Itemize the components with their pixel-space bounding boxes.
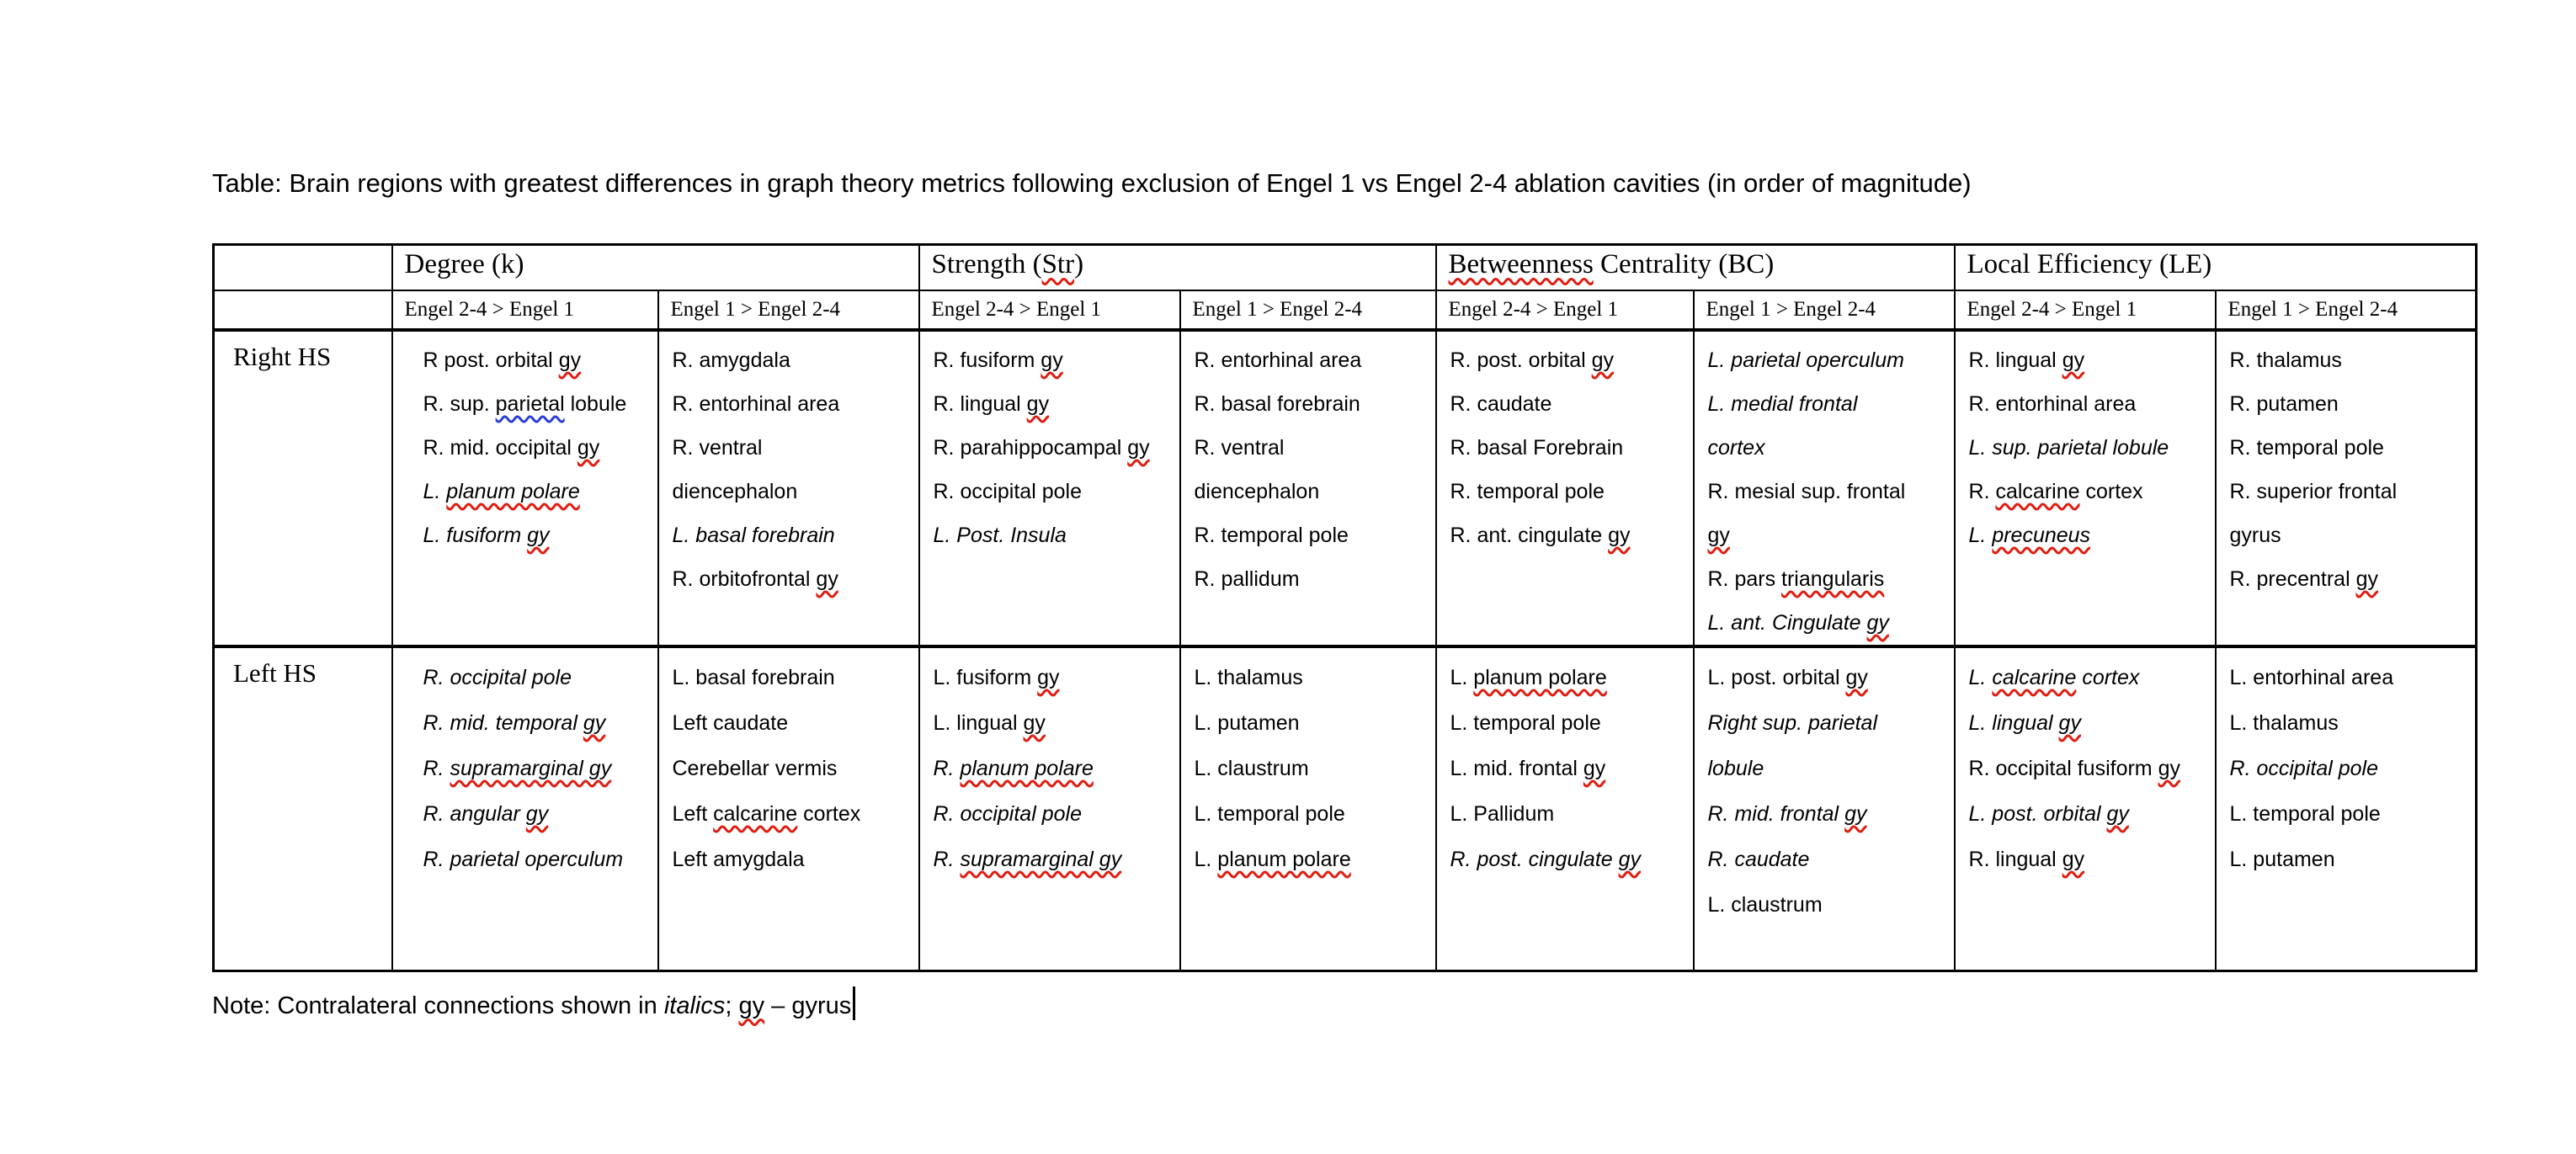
misspelled-text: planum polare: [1473, 665, 1607, 689]
text-run: Local Efficiency (LE): [1967, 249, 2212, 279]
text-run: R. occipital pole: [2229, 756, 2378, 780]
region-item: [673, 837, 918, 882]
text-run: R. orbitofrontal: [672, 566, 817, 591]
text-run: L. lingual: [933, 710, 1024, 735]
region-item: [423, 700, 657, 746]
region-item: [1708, 791, 1954, 837]
region-item: [423, 338, 657, 382]
table-cell: [392, 646, 658, 971]
column-header-betweenness-centrality: [1436, 245, 1955, 290]
table-cell: [1180, 646, 1436, 971]
misspelled-text: gy: [1041, 348, 1063, 372]
text-run: Left: [672, 801, 714, 826]
region-item: [1708, 470, 1954, 513]
region-item: [1450, 470, 1693, 513]
region-item: [2230, 426, 2476, 470]
text-run: R. mid. occipital: [423, 435, 577, 460]
misspelled-text: gy: [2355, 566, 2378, 591]
text-run: R. mid. temporal: [423, 710, 583, 735]
region-item: [673, 700, 918, 746]
region-item: [934, 382, 1179, 426]
text-run: L. temporal pole: [2229, 801, 2381, 826]
region-item: [1450, 513, 1693, 557]
region-item: [1708, 426, 1954, 470]
region-item: [934, 426, 1179, 470]
text-run: R. basal forebrain: [1194, 391, 1360, 416]
text-run: L. lingual: [1968, 710, 2059, 735]
corner-cell: [214, 245, 392, 290]
region-item: [2230, 837, 2476, 882]
text-run: L.: [1450, 665, 1474, 689]
text-run: R. ventral: [672, 435, 763, 460]
misspelled-text: Str: [1041, 249, 1075, 279]
misspelled-text: gy: [577, 435, 600, 460]
text-run: Strength (: [931, 249, 1042, 279]
region-item: [1450, 382, 1693, 426]
region-item: [423, 513, 657, 557]
region-item: [1708, 882, 1954, 928]
text-run: R. occipital fusiform: [1968, 756, 2158, 780]
page-title: Table: Brain regions with greatest differences in graph theory metrics following exclusion of Engel 1 vs Engel 2-4 ablation cavities (in order of magnitude): [212, 168, 1972, 198]
region-item: [2230, 791, 2476, 837]
misspelled-text: gy: [525, 801, 549, 826]
misspelled-text: planum polare: [960, 756, 1094, 780]
region-item: [1195, 470, 1435, 513]
subheader-engel24-gt-engel1: Engel 2-4 > Engel 1: [1436, 290, 1694, 330]
column-header-strength: [919, 245, 1436, 290]
text-run: L. claustrum: [1194, 756, 1309, 780]
text-run: diencephalon: [1194, 479, 1320, 503]
misspelled-text: calcarine: [713, 801, 798, 826]
region-item: [673, 655, 918, 700]
text-run: Centrality (BC): [1593, 249, 1775, 279]
misspelled-text: gy: [1618, 847, 1642, 871]
misspelled-text: Betweenness: [1448, 249, 1594, 279]
region-item: [1708, 382, 1954, 426]
region-item: [1969, 338, 2215, 382]
text-run: L. thalamus: [1194, 665, 1303, 689]
text-run: R.: [933, 847, 961, 871]
region-item: [1969, 746, 2215, 791]
region-item: [934, 791, 1179, 837]
region-item: [1450, 837, 1693, 882]
text-run: R. entorhinal area: [1194, 348, 1362, 372]
region-item: [934, 338, 1179, 382]
text-run: L. basal forebrain: [672, 665, 835, 689]
region-item: [1450, 655, 1693, 700]
text-run: R. lingual: [1968, 348, 2062, 372]
region-item: [1708, 746, 1954, 791]
region-item: [2230, 513, 2476, 557]
region-item: [1450, 791, 1693, 837]
text-run: R. post. orbital: [1450, 348, 1592, 372]
region-item: [423, 470, 657, 513]
misspelled-text: gy: [2062, 847, 2085, 871]
region-item: [1195, 426, 1435, 470]
misspelled-text: triangularis: [1781, 566, 1885, 591]
text-run: italics: [663, 992, 726, 1019]
region-item: [423, 655, 657, 700]
text-run: L. medial frontal: [1707, 391, 1858, 416]
region-item: [1969, 700, 2215, 746]
text-run: L. sup. parietal lobule: [1968, 435, 2169, 460]
text-run: R. putamen: [2229, 391, 2339, 416]
misspelled-text: planum polare: [446, 479, 580, 503]
region-item: [423, 837, 657, 882]
column-header-local-efficiency: [1955, 245, 2477, 290]
text-run: ): [1074, 249, 1084, 279]
text-run: L.: [1194, 847, 1218, 871]
text-run: L. post. orbital: [1707, 665, 1846, 689]
region-item: [1195, 338, 1435, 382]
table-cell: [658, 330, 919, 646]
misspelled-text: gy: [2058, 710, 2081, 735]
misspelled-text: gy: [1127, 435, 1150, 460]
region-item: [423, 426, 657, 470]
region-item: [673, 557, 918, 601]
region-item: [1195, 791, 1435, 837]
region-item: [1450, 426, 1693, 470]
text-run: R. amygdala: [672, 348, 790, 372]
text-run: R. angular: [423, 801, 526, 826]
brain-regions-table: [212, 243, 2478, 972]
text-run: R. lingual: [933, 391, 1027, 416]
text-run: L. thalamus: [2229, 710, 2339, 735]
text-run: Left caudate: [672, 710, 789, 735]
region-item: [423, 746, 657, 791]
misspelled-text: gy: [1845, 665, 1868, 689]
text-run: cortex: [2079, 479, 2143, 503]
text-run: L. temporal pole: [1194, 801, 1345, 826]
note-text: [212, 992, 851, 1019]
text-run: L. putamen: [2229, 847, 2335, 871]
table-cell: [2216, 330, 2477, 646]
region-item: [1195, 746, 1435, 791]
text-run: R.: [933, 756, 961, 780]
region-item: [1195, 513, 1435, 557]
table-cell: [1955, 330, 2216, 646]
text-run: R. sup.: [423, 391, 496, 416]
table-cell: [1436, 330, 1694, 646]
text-run: L. mid. frontal: [1450, 756, 1583, 780]
text-run: Degree (k): [404, 249, 524, 279]
region-item: [934, 746, 1179, 791]
text-run: R. pallidum: [1194, 566, 1300, 591]
misspelled-text: calcarine: [1992, 665, 2077, 689]
text-run: Cerebellar vermis: [672, 756, 838, 780]
text-run: R. entorhinal area: [672, 391, 840, 416]
region-item: [934, 700, 1179, 746]
region-item: [1708, 513, 1954, 557]
misspelled-text: gy: [583, 710, 606, 735]
text-run: R. entorhinal area: [1968, 391, 2137, 416]
misspelled-text: supramarginal gy: [450, 756, 612, 780]
region-item: [673, 470, 918, 513]
misspelled-text: gy: [1866, 610, 1889, 635]
region-item: [673, 746, 918, 791]
text-run: R. mid. frontal: [1707, 801, 1845, 826]
subheader-engel24-gt-engel1: Engel 2-4 > Engel 1: [392, 290, 658, 330]
text-run: L. post. orbital: [1968, 801, 2107, 826]
text-run: diencephalon: [672, 479, 798, 503]
text-run: R. post. cingulate: [1450, 847, 1619, 871]
subheader-engel1-gt-engel24: Engel 1 > Engel 2-4: [658, 290, 919, 330]
misspelled-text: gy: [816, 566, 838, 591]
misspelled-text: gy: [738, 992, 765, 1019]
region-item: [1195, 655, 1435, 700]
table-note: [212, 980, 855, 1020]
text-run: gyrus: [2229, 523, 2281, 547]
text-cursor: [853, 986, 855, 1020]
misspelled-text: gy: [1707, 523, 1730, 547]
text-run: – gyrus: [764, 992, 852, 1019]
region-item: [2230, 655, 2476, 700]
text-run: R. mesial sup. frontal: [1707, 479, 1906, 503]
region-item: [2230, 338, 2476, 382]
text-run: L. parietal operculum: [1707, 348, 1904, 372]
region-item: [673, 513, 918, 557]
misspelled-text: gy: [1026, 391, 1050, 416]
region-item: [1450, 700, 1693, 746]
region-item: [1708, 601, 1954, 645]
table-cell: [392, 330, 658, 646]
text-run: R. temporal pole: [1450, 479, 1605, 503]
misspelled-text: gy: [527, 523, 550, 547]
region-item: [1708, 557, 1954, 601]
region-item: [1969, 655, 2215, 700]
region-item: [1708, 338, 1954, 382]
region-item: [673, 382, 918, 426]
text-run: cortex: [2076, 665, 2140, 689]
text-run: ;: [725, 992, 739, 1019]
text-run: R.: [1968, 479, 1996, 503]
misspelled-text: calcarine: [1995, 479, 2080, 503]
misspelled-text: planum polare: [1217, 847, 1351, 871]
region-item: [1969, 470, 2215, 513]
subheader-engel1-gt-engel24: Engel 1 > Engel 2-4: [2216, 290, 2477, 330]
misspelled-text: gy: [558, 348, 582, 372]
region-item: [2230, 700, 2476, 746]
text-run: Right sup. parietal: [1707, 710, 1878, 735]
text-run: R. occipital pole: [933, 479, 1082, 503]
misspelled-text: parietal: [495, 391, 565, 416]
text-run: R. basal Forebrain: [1450, 435, 1624, 460]
misspelled-text: gy: [2158, 756, 2180, 780]
region-item: [2230, 470, 2476, 513]
text-run: L. fusiform: [423, 523, 528, 547]
table-cell: [919, 646, 1180, 971]
region-item: [423, 382, 657, 426]
misspelled-text: gy: [1583, 756, 1606, 780]
text-run: L. entorhinal area: [2229, 665, 2394, 689]
region-item: [934, 470, 1179, 513]
region-item: [1969, 513, 2215, 557]
text-run: R. temporal pole: [1194, 523, 1349, 547]
row-label-left-hs: Left HS: [214, 646, 392, 971]
region-item: [2230, 557, 2476, 601]
subheader-engel1-gt-engel24: Engel 1 > Engel 2-4: [1180, 290, 1436, 330]
misspelled-text: precuneus: [1992, 523, 2091, 547]
table-cell: [2216, 646, 2477, 971]
text-run: L. claustrum: [1707, 892, 1823, 917]
subheader-engel24-gt-engel1: Engel 2-4 > Engel 1: [919, 290, 1180, 330]
text-run: L. putamen: [1194, 710, 1300, 735]
text-run: R. ant. cingulate: [1450, 523, 1609, 547]
table-cell: [1180, 330, 1436, 646]
region-item: [1450, 746, 1693, 791]
region-item: [1969, 837, 2215, 882]
region-item: [934, 513, 1179, 557]
misspelled-text: gy: [1608, 523, 1631, 547]
text-run: R. pars: [1707, 566, 1782, 591]
region-item: [1969, 791, 2215, 837]
text-run: R post. orbital: [423, 348, 559, 372]
region-item: [1969, 426, 2215, 470]
region-item: [1450, 338, 1693, 382]
text-run: R.: [423, 756, 450, 780]
table-cell: [1694, 646, 1955, 971]
region-item: [673, 426, 918, 470]
subheader-engel1-gt-engel24: Engel 1 > Engel 2-4: [1694, 290, 1955, 330]
region-item: [1195, 700, 1435, 746]
region-item: [1195, 557, 1435, 601]
misspelled-text: gy: [2062, 348, 2085, 372]
misspelled-text: gy: [1844, 801, 1867, 826]
text-run: R. fusiform: [933, 348, 1041, 372]
region-item: [1708, 837, 1954, 882]
table-cell: [1955, 646, 2216, 971]
text-run: Left amygdala: [672, 847, 805, 871]
region-item: [1195, 382, 1435, 426]
text-run: L. Pallidum: [1450, 801, 1555, 826]
region-item: [673, 791, 918, 837]
text-run: R. thalamus: [2229, 348, 2342, 372]
table-cell: [919, 330, 1180, 646]
text-run: L. temporal pole: [1450, 710, 1601, 735]
table-cell: [1694, 330, 1955, 646]
text-run: L.: [1968, 523, 1993, 547]
region-item: [1969, 382, 2215, 426]
misspelled-text: gy: [1591, 348, 1615, 372]
text-run: L.: [1968, 665, 1993, 689]
misspelled-text: gy: [1023, 710, 1046, 735]
text-run: cortex: [1707, 435, 1765, 460]
region-item: [934, 655, 1179, 700]
table-cell: [1436, 646, 1694, 971]
misspelled-text: gy: [1037, 665, 1060, 689]
subheader-engel24-gt-engel1: Engel 2-4 > Engel 1: [1955, 290, 2216, 330]
region-item: [1708, 700, 1954, 746]
text-run: Note: Contralateral connections shown in: [212, 992, 664, 1019]
text-run: L. basal forebrain: [672, 523, 835, 547]
row-label-right-hs: Right HS: [214, 330, 392, 646]
region-item: [1195, 837, 1435, 882]
text-run: R. superior frontal: [2229, 479, 2398, 503]
corner-cell: [214, 290, 392, 330]
text-run: cortex: [797, 801, 861, 826]
text-run: R. caudate: [1707, 847, 1810, 871]
misspelled-text: gy: [2106, 801, 2129, 826]
region-item: [2230, 746, 2476, 791]
column-header-degree: [392, 245, 919, 290]
text-run: R. occipital pole: [423, 665, 572, 689]
text-run: R. precentral: [2229, 566, 2356, 591]
table-cell: [658, 646, 919, 971]
region-item: [2230, 382, 2476, 426]
region-item: [1708, 655, 1954, 700]
region-item: [934, 837, 1179, 882]
text-run: L. fusiform: [933, 665, 1038, 689]
text-run: L. ant. Cingulate: [1707, 610, 1867, 635]
text-run: R. parahippocampal: [933, 435, 1128, 460]
text-run: lobule: [564, 391, 627, 416]
text-run: R. temporal pole: [2229, 435, 2384, 460]
text-run: L.: [423, 479, 447, 503]
text-run: R. occipital pole: [933, 801, 1082, 826]
text-run: R. lingual: [1968, 847, 2062, 871]
text-run: R. ventral: [1194, 435, 1285, 460]
region-item: [673, 338, 918, 382]
text-run: lobule: [1707, 756, 1764, 780]
text-run: R. caudate: [1450, 391, 1552, 416]
misspelled-text: supramarginal gy: [960, 847, 1122, 871]
text-run: L. Post. Insula: [933, 523, 1067, 547]
text-run: R. parietal operculum: [423, 847, 624, 871]
region-item: [423, 791, 657, 837]
